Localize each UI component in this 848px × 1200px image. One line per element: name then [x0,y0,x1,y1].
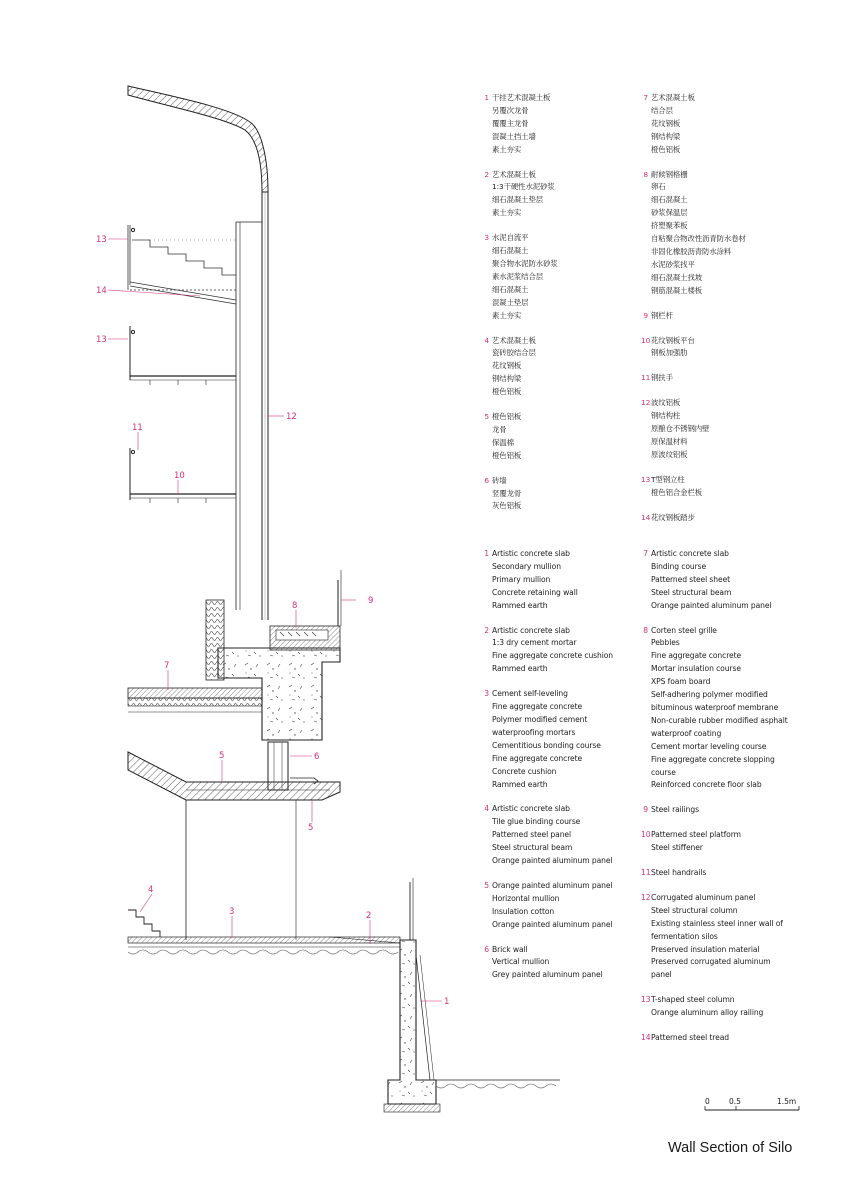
legend-item-line: 波纹铝板 [651,398,681,408]
legend-item-line: 保温棉 [492,437,514,447]
legend-item [641,92,821,157]
legend-item [482,475,632,514]
legend-item-line: Pebbles [651,638,680,648]
legend-item-number: 2 [484,625,489,635]
legend-item [641,310,821,323]
legend-chinese-right [641,92,821,536]
legend-item-number: 1 [484,93,489,102]
legend-item-number: 6 [484,944,489,954]
legend-item-number: 3 [484,233,489,243]
legend-item-line: Concrete retaining wall [492,587,578,597]
legend-item-line: 钢结构柱 [651,411,681,421]
legend-item-line: 瓷砖胶结合层 [492,348,536,358]
legend-item-line: 钢结构梁 [492,374,522,384]
legend-item-line: course [651,767,676,777]
legend-item [641,829,831,855]
legend-item-line: 自粘聚合物改性沥青防水卷材 [651,234,746,244]
legend-item-number: 8 [643,169,648,179]
callout-9: 9 [368,596,374,606]
legend-item-line: fermentation silos [651,931,718,941]
legend-item-line: 钢结构梁 [651,131,681,141]
legend-item-line: 钢扶手 [651,373,673,383]
legend-item-line: Reinforced concrete floor slab [651,780,762,790]
callout-14: 14 [96,286,107,296]
legend-item-line: Binding course [651,561,707,571]
scale-label-0: 0 [705,1097,710,1106]
legend-item-line: 钢筋混凝土楼板 [651,285,703,295]
legend-item-line: 原酿仓不锈钢内壁 [651,424,710,434]
legend-item [641,804,831,817]
legend-item-line: Tile glue binding course [492,817,581,827]
roof-curve [128,86,268,192]
legend-item-line: Steel structural column [651,905,738,915]
legend-item-line: Rammed earth [492,600,548,610]
legend-item-line: 橙色铝合金栏板 [651,487,703,497]
legend-item-line: Orange painted aluminum panel [492,856,613,866]
legend-item-line: Non-curable rubber modified asphalt [651,715,788,725]
legend-item [641,397,821,462]
legend-item-line: 花纹钢板平台 [651,335,695,345]
legend-item-line: 花纹钢板 [651,118,681,128]
legend-item-line: Horizontal mullion [492,893,560,903]
legend-item-line: 素土夯实 [492,208,522,218]
legend-item-number: 4 [484,335,489,345]
legend-item-line: Steel structural beam [492,843,573,853]
legend-item-number: 11 [641,868,651,878]
callout-5a: 5 [219,751,225,761]
legend-item-line: 另覆次龙骨 [492,105,529,115]
legend-item-line: Steel handrails [651,868,707,878]
legend-item-line: 龙骨 [492,424,507,434]
legend-item-line: Concrete cushion [492,766,557,776]
legend-item-line: Fine aggregate concrete cushion [492,651,614,661]
callout-numbers [96,235,449,1007]
legend-item-line: 艺术混凝土板 [492,169,536,179]
callout-11: 11 [132,423,143,433]
legend-item-line: Corrugated aluminum panel [651,892,756,902]
legend-item [641,335,821,361]
legend-item-number: 7 [643,93,648,102]
legend-item-line: 钢栏杆 [651,310,673,320]
legend-item-number: 3 [484,689,489,699]
legend-item-line: Orange aluminum alloy railing [651,1008,764,1018]
legend-item-line: Corten steel grille [651,625,717,635]
legend-item [482,880,637,932]
legend-item [641,867,831,880]
legend-item-line: 橙色铝板 [492,412,522,422]
legend-item-line: 灰色铝板 [492,501,522,511]
legend-item-line: T型钢立柱 [651,474,685,484]
legend-item-number: 13 [641,474,651,484]
legend-item-number: 5 [484,412,489,422]
legend-item-line: 艺术混凝土板 [651,93,695,102]
legend-item-line: Rammed earth [492,779,548,789]
legend-item-line: Primary mullion [492,574,551,584]
legend-item-number: 7 [643,549,648,558]
ground-floor [128,910,400,954]
legend-item [482,548,637,613]
legend-item-line: 1:3 dry cement mortar [492,638,577,648]
legend-item [641,512,821,525]
legend-item [641,625,831,793]
legend-item-number: 14 [641,512,651,522]
concrete-block [206,600,340,740]
legend-item-line: waterproof coating [651,728,722,738]
legend-item-line: Fine aggregate concrete [492,702,583,712]
legend-item-line: Orange painted aluminum panel [492,880,613,890]
callout-13b: 13 [96,335,107,345]
legend-item [641,994,831,1020]
legend-item-line: 细石混凝土垫层 [492,195,544,205]
legend-item-line: 细石混凝土 [492,246,529,256]
legend-item-line: Self-adhering polymer modified [651,690,768,700]
legend-item-line: 混凝土挡土墙 [492,131,536,141]
legend-chinese-left [482,92,632,525]
legend-item-number: 4 [484,804,489,814]
legend-item-line: Fine aggregate concrete slopping [651,754,775,764]
legend-item [482,169,632,221]
legend-item-line: Existing stainless steel inner wall of [651,918,783,928]
legend-item-number: 10 [641,335,651,345]
legend-item [482,625,637,677]
legend-item-number: 12 [641,398,651,408]
callout-4: 4 [148,885,154,895]
legend-item-line: Mortar insulation course [651,664,741,674]
callout-6: 6 [314,752,320,762]
legend-item [641,892,831,982]
legend-item-line: 砖墙 [492,475,507,485]
legend-item-line: 艺术混凝土板 [492,335,536,345]
legend-item-line: Patterned steel sheet [651,574,731,584]
legend-item-line: Secondary mullion [492,561,561,571]
legend-item-line: Cement mortar leveling course [651,741,767,751]
legend-item-line: Steel structural beam [651,587,732,597]
legend-item-line: 非固化橡胶沥青防水涂料 [651,246,732,256]
legend-item-line: 砂浆保温层 [651,208,688,218]
legend-item-line: Fine aggregate concrete [651,651,742,661]
legend-english-left [482,548,637,994]
callout-8: 8 [292,601,298,611]
legend-item-line: 素土夯实 [492,310,522,320]
legend-item-line: 挤塑聚苯板 [651,221,688,231]
legend-item-line: 原保温材料 [651,436,688,446]
legend-item-line: 细石混凝土 [492,284,529,294]
legend-item-line: 素土夯实 [492,144,522,154]
legend-item-line: 聚合物水泥防水砂浆 [492,258,558,268]
legend-item-line: bituminous waterproof membrane [651,702,779,712]
legend-item-line: T-shaped steel column [651,995,735,1005]
legend-item-number: 14 [641,1033,651,1043]
legend-item-number: 12 [641,892,651,902]
legend-item-line: 原波纹铝板 [651,449,688,459]
legend-item-number: 11 [641,373,651,383]
legend-item [482,944,637,983]
legend-item-line: 花纹钢板踏步 [651,512,695,522]
legend-item-line: Artistic concrete slab [492,804,570,814]
legend-item-line: Brick wall [492,944,528,954]
legend-item-line: 钢板加强肋 [651,348,688,358]
legend-item-line: 竖覆龙骨 [492,488,522,498]
legend-item-line: Orange painted aluminum panel [492,919,613,929]
legend-item-line: 水泥砂浆找平 [651,259,695,269]
floor-slab-7 [128,688,262,712]
legend-item-line: 1:3干硬性水泥砂浆 [492,182,555,192]
callout-12: 12 [286,412,297,422]
legend-item-line: Patterned steel panel [492,830,571,840]
legend-item [482,92,632,157]
legend-item-number: 9 [643,805,648,815]
legend-item [482,688,637,791]
legend-item-number: 9 [643,310,648,320]
legend-item [641,372,821,385]
legend-item-line: Artistic concrete slab [651,549,729,558]
legend-item-number: 8 [643,625,648,635]
legend-item-line: Polymer modified cement [492,714,588,724]
legend-english-right [641,548,831,1057]
legend-item [641,169,821,298]
silo-wall [236,192,268,620]
terrace-grille [270,570,341,650]
legend-item-number: 10 [641,830,651,840]
leader-lines [108,239,442,1001]
scale-label-1-5m: 1.5m [777,1097,797,1106]
legend-item-line: Patterned steel platform [651,830,741,840]
legend-item-line: Vertical mullion [492,957,550,967]
legend-item-line: 花纹钢板 [492,361,522,371]
legend-item [641,548,831,613]
legend-item-line: 耐候钢格栅 [651,169,688,179]
platforms [130,228,236,503]
legend-item-line: Steel railings [651,805,699,815]
legend-item-number: 6 [484,475,489,485]
legend-item-line: 橙色铝板 [492,450,522,460]
legend-item-line: 细石混凝土找坡 [651,272,703,282]
legend-item-line: Cement self-leveling [492,689,568,699]
legend-item [482,411,632,463]
callout-10: 10 [174,471,185,481]
legend-item-line: Orange painted aluminum panel [651,600,772,610]
legend-item-line: Grey painted aluminum panel [492,970,603,980]
callout-7: 7 [164,661,170,671]
legend-item-line: Steel stiffener [651,843,703,853]
legend-item-number: 5 [484,880,489,890]
callout-13a: 13 [96,235,107,245]
drawing-title: Wall Section of Silo [668,1140,793,1156]
legend-item-line: 结合层 [651,105,673,115]
callout-5b: 5 [308,823,314,833]
legend-item-line: 水泥自流平 [492,233,529,243]
legend-item-line: waterproofing mortars [492,727,576,737]
legend-item-number: 1 [484,549,489,558]
legend-item-line: 覆覆主龙骨 [492,118,529,128]
legend-item [482,335,632,400]
legend-item [482,232,632,322]
legend-item-number: 2 [484,169,489,179]
legend-item-line: Artistic concrete slab [492,625,570,635]
legend-item-line: Insulation cotton [492,906,555,916]
legend-item-line: 橙色铝板 [492,387,522,397]
legend-item [482,803,637,868]
legend-item [641,1032,831,1045]
legend-item-line: 干挂艺术混凝土板 [492,93,551,102]
legend-item [641,474,821,500]
callout-2: 2 [366,911,372,921]
legend-item-line: XPS foam board [651,677,711,687]
scale-label-0-5: 0.5 [729,1097,741,1106]
legend-item-line: 橙色铝板 [651,144,681,154]
legend-item-line: Rammed earth [492,664,548,674]
legend-item-line: Cementitious bonding course [492,740,601,750]
legend-item-line: Preserved insulation material [651,944,760,954]
callout-3: 3 [229,907,235,917]
legend-item-line: 素水泥浆结合层 [492,271,544,281]
legend-item-line: Preserved corrugated aluminum [651,957,771,967]
legend-item-line: 细石混凝土 [651,195,688,205]
callout-1: 1 [444,997,450,1007]
legend-item-line: 混凝土垫层 [492,297,529,307]
legend-item-number: 13 [641,995,651,1005]
legend-item-line: 卵石 [651,182,666,192]
legend-item-line: Artistic concrete slab [492,549,570,558]
legend-item-line: Patterned steel tread [651,1033,730,1043]
legend-item-line: panel [651,970,672,980]
legend-item-line: Fine aggregate concrete [492,753,583,763]
